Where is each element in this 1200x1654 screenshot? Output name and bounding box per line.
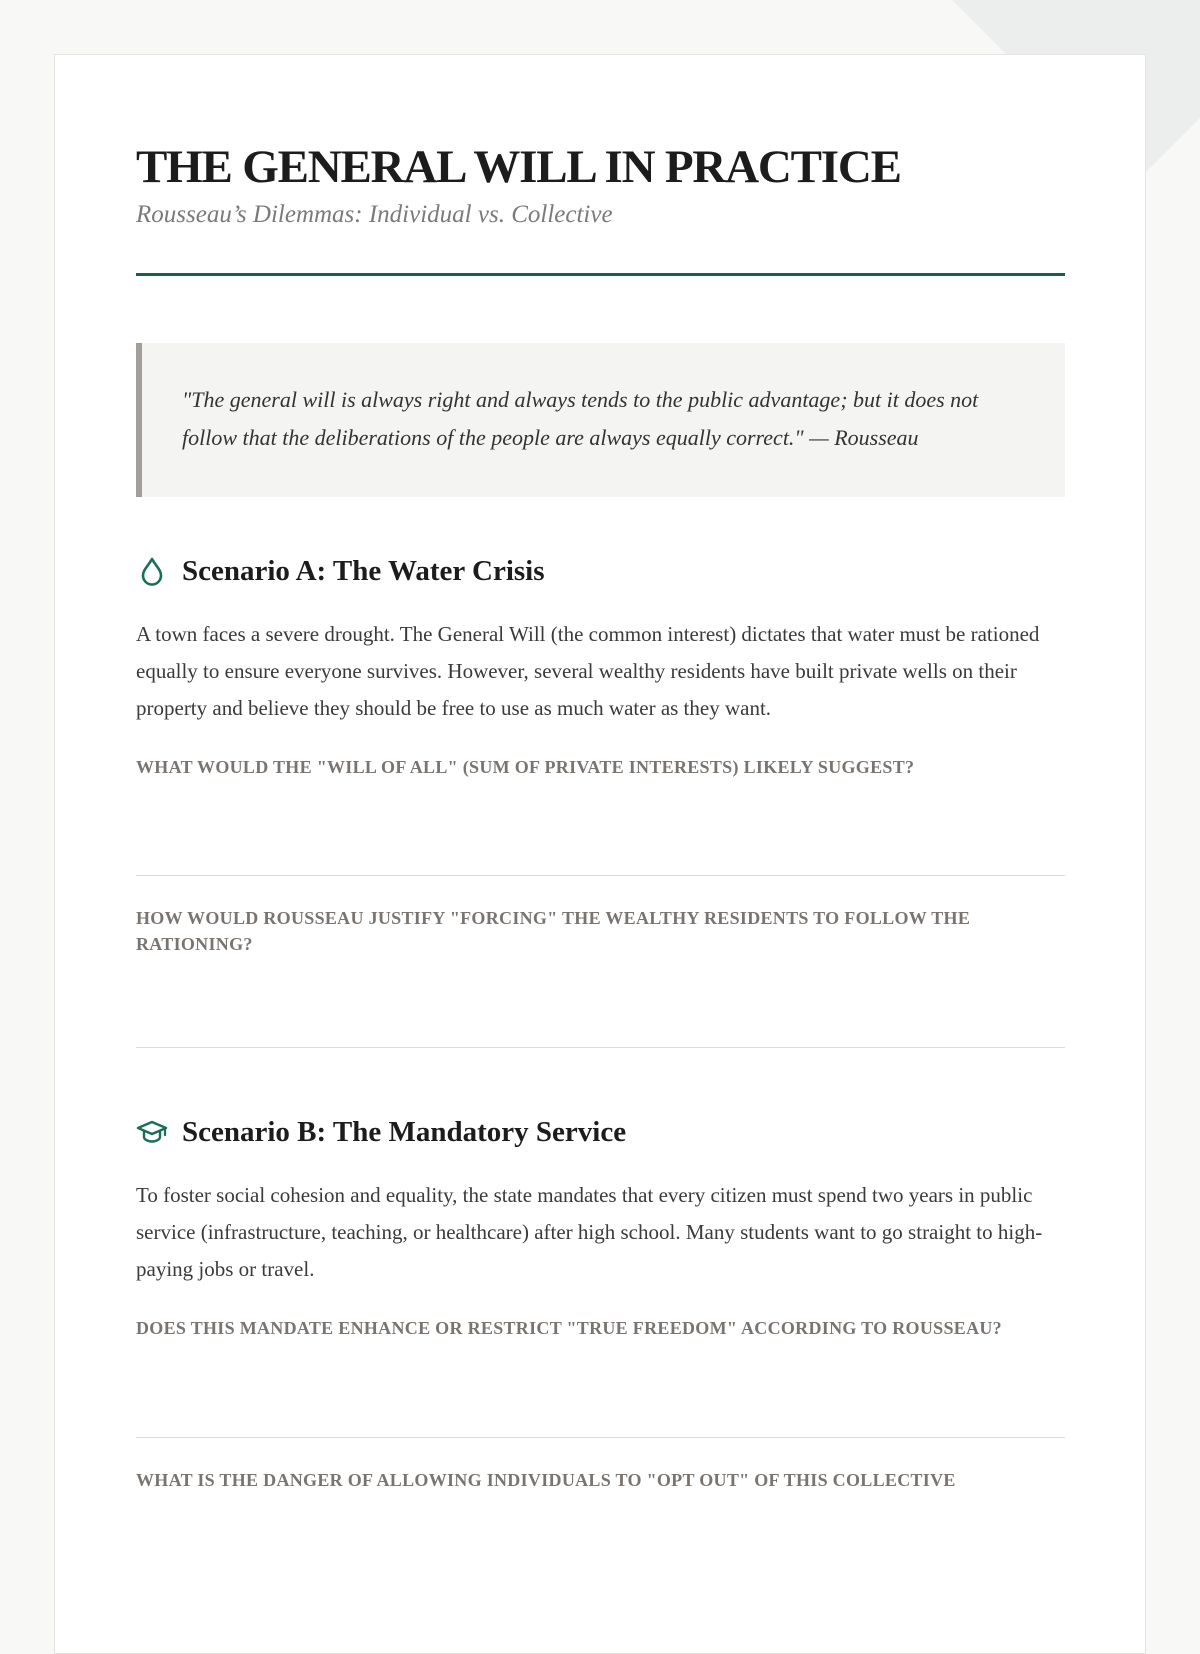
scenario-a-title: Scenario A: The Water Crisis bbox=[182, 555, 545, 587]
scenario-a bbox=[136, 553, 1065, 1048]
scenario-b-question-1: DOES THIS MANDATE ENHANCE OR RESTRICT "TRUE FREEDOM" ACCORDING TO ROUSSEAU? bbox=[136, 1318, 1002, 1338]
scenario-a-question-1: WHAT WOULD THE "WILL OF ALL" (SUM OF PRIVATE INTERESTS) LIKELY SUGGEST? bbox=[136, 757, 915, 777]
scenario-a-header bbox=[136, 553, 1065, 589]
scenario-b-description: To foster social cohesion and equality, the state mandates that every citizen must spend two years in public service (infrastructure, teaching, or healthcare) after high school. Many students want to go straight to high-paying jobs or travel. bbox=[136, 1183, 1043, 1281]
scenario-b-header bbox=[136, 1114, 1065, 1150]
scenario-a-description: A town faces a severe drought. The General Will (the common interest) dictates that water must be rationed equally to ensure everyone survives. However, several wealthy residents have built private wells on their property and believe they should be free to use as much water as they want. bbox=[136, 622, 1040, 720]
scenario-b-question-2: WHAT IS THE DANGER OF ALLOWING INDIVIDUALS TO "OPT OUT" OF THIS COLLECTIVE bbox=[136, 1470, 956, 1490]
scenario-a-answer-1[interactable] bbox=[136, 780, 1065, 876]
scenario-b-answer-1[interactable] bbox=[136, 1341, 1065, 1438]
scenario-b-title: Scenario B: The Mandatory Service bbox=[182, 1116, 627, 1148]
page-title: THE GENERAL WILL IN PRACTICE bbox=[136, 141, 901, 193]
rousseau-quote: "The general will is always right and always tends to the public advantage; but it does not follow that the deliberations of the people are always equally correct." — Rousseau bbox=[136, 343, 1065, 497]
scenario-a-answer-2[interactable] bbox=[136, 957, 1065, 1048]
page-subtitle: Rousseau’s Dilemmas: Individual vs. Collective bbox=[136, 201, 613, 228]
graduation-cap-icon bbox=[136, 1116, 168, 1148]
title-divider bbox=[136, 273, 1065, 276]
scenario-b bbox=[136, 1114, 1065, 1493]
water-drop-icon bbox=[136, 555, 168, 587]
worksheet-page bbox=[54, 54, 1146, 1654]
scenario-a-question-2: HOW WOULD ROUSSEAU JUSTIFY "FORCING" THE WEALTHY RESIDENTS TO FOLLOW THE RATIONING? bbox=[136, 908, 971, 954]
